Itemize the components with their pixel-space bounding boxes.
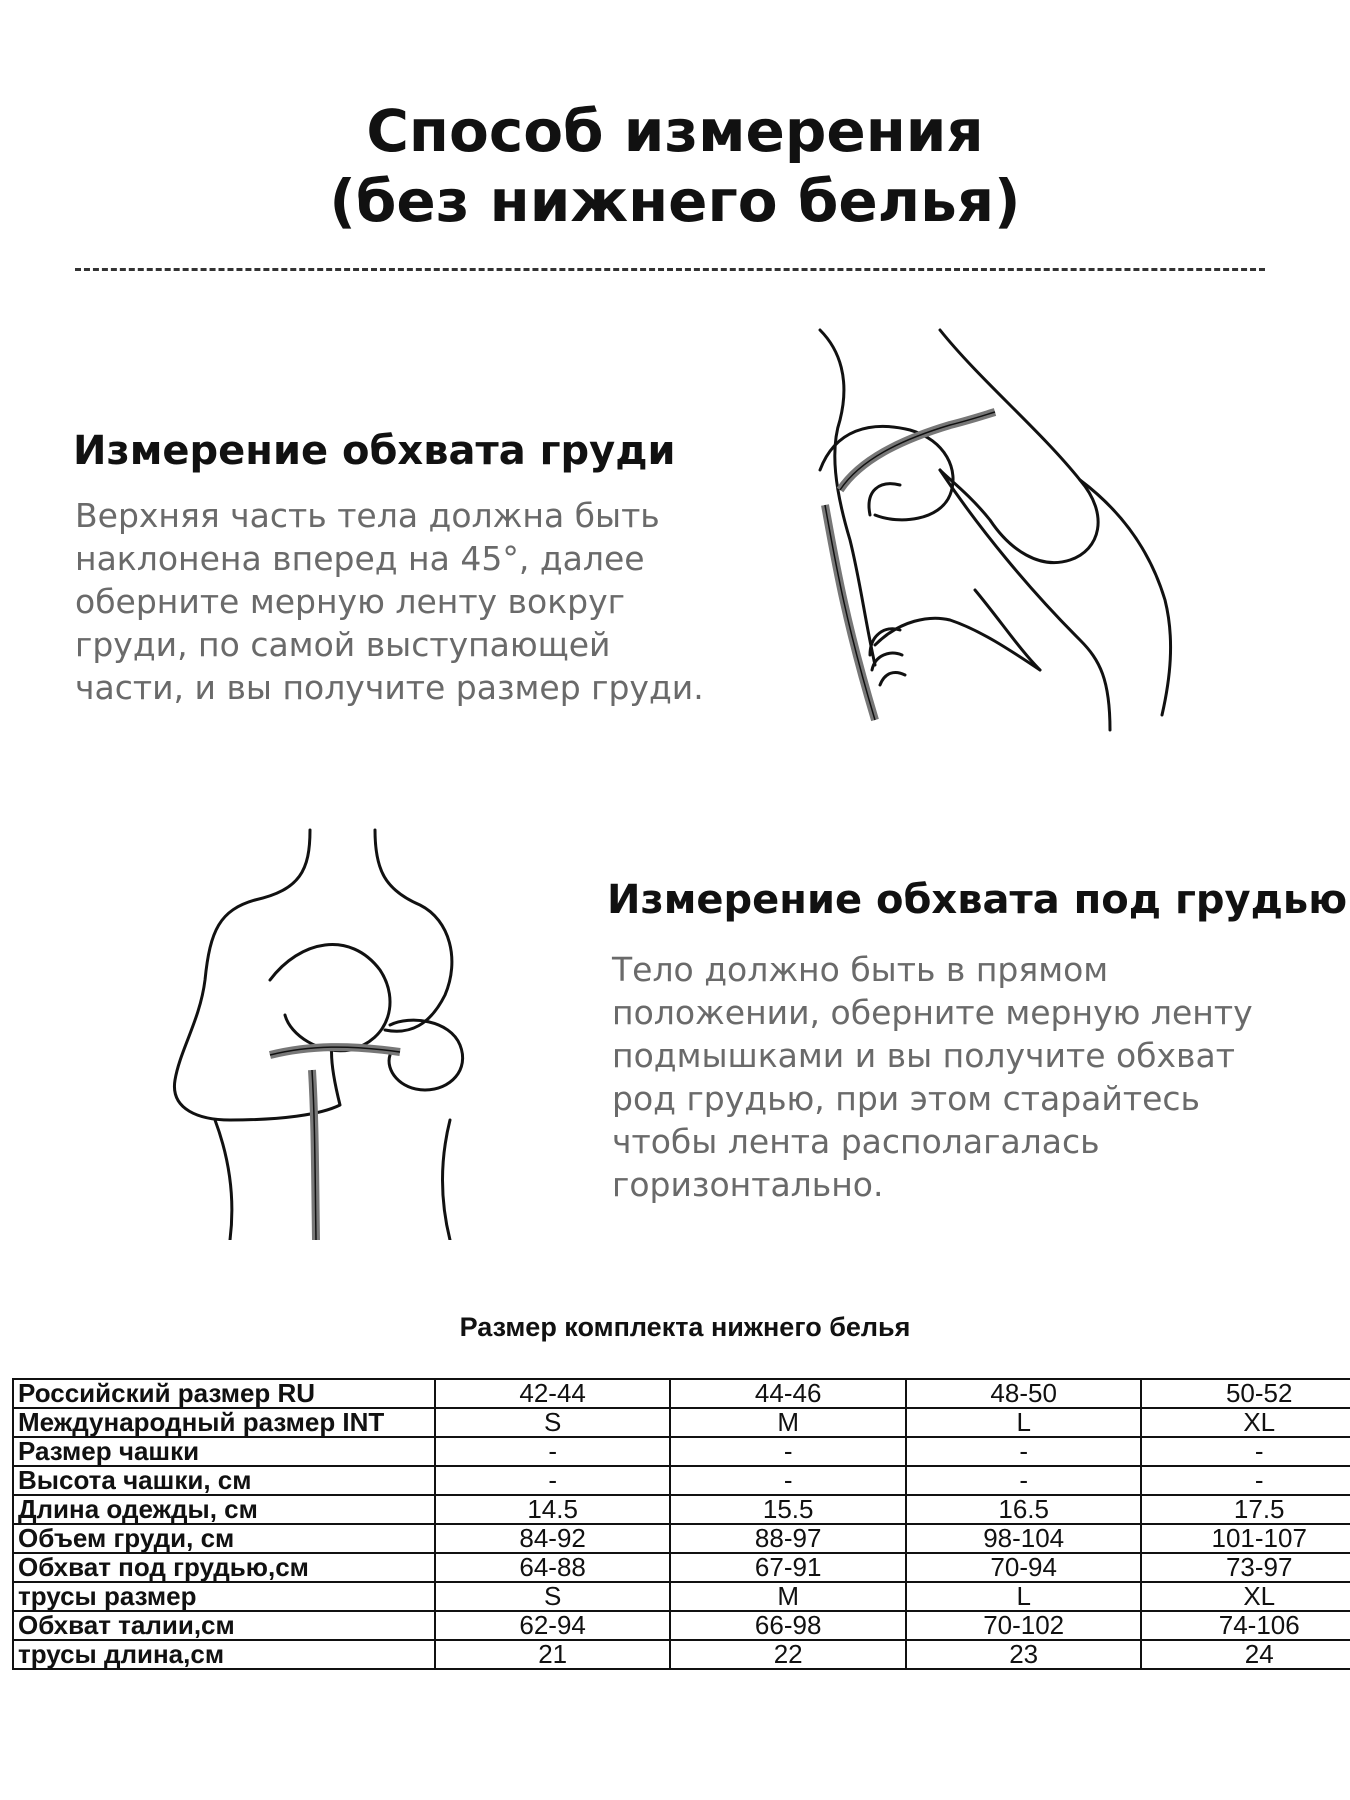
underbust-heading: Измерение обхвата под грудью: [607, 877, 1348, 923]
table-cell: 50-52: [1141, 1379, 1350, 1408]
row-label: Обхват под грудью,см: [13, 1553, 435, 1582]
row-label: Российский размер RU: [13, 1379, 435, 1408]
table-cell: 66-98: [670, 1611, 906, 1640]
table-cell: 44-46: [670, 1379, 906, 1408]
row-label: Размер чашки: [13, 1437, 435, 1466]
table-cell: L: [906, 1408, 1142, 1437]
size-table: [12, 1378, 1350, 1670]
table-cell: 70-94: [906, 1553, 1142, 1582]
table-cell: M: [670, 1408, 906, 1437]
bust-line: наклонена вперед на 45°, далее: [75, 539, 645, 578]
table-cell: 62-94: [435, 1611, 671, 1640]
page-title: Способ измерения: [366, 97, 984, 165]
table-cell: -: [906, 1437, 1142, 1466]
table-row: [13, 1640, 1350, 1669]
table-cell: 70-102: [906, 1611, 1142, 1640]
table-cell: 98-104: [906, 1524, 1142, 1553]
row-label: Объем груди, см: [13, 1524, 435, 1553]
table-row: [13, 1379, 1350, 1408]
bust-line: Верхняя часть тела должна быть: [75, 496, 660, 535]
bust-line: части, и вы получите размер груди.: [75, 668, 704, 707]
table-cell: 17.5: [1141, 1495, 1350, 1524]
underbust-measurement-figure-icon: [160, 820, 540, 1240]
row-label: Международный размер INT: [13, 1408, 435, 1437]
bust-heading: Измерение обхвата груди: [73, 428, 676, 474]
table-row: [13, 1611, 1350, 1640]
table-cell: -: [1141, 1466, 1350, 1495]
table-row: [13, 1553, 1350, 1582]
table-cell: 101-107: [1141, 1524, 1350, 1553]
table-cell: 21: [435, 1640, 671, 1669]
underbust-line: горизонтально.: [612, 1165, 884, 1204]
table-cell: 84-92: [435, 1524, 671, 1553]
size-table-title: Размер комплекта нижнего белья: [459, 1312, 911, 1342]
table-cell: 16.5: [906, 1495, 1142, 1524]
table-cell: -: [906, 1466, 1142, 1495]
table-cell: M: [670, 1582, 906, 1611]
underbust-line: подмышками и вы получите обхват: [612, 1036, 1235, 1075]
bust-line: груди, по самой выступающей: [75, 625, 611, 664]
underbust-line: Тело должно быть в прямом: [612, 950, 1109, 989]
table-row: [13, 1495, 1350, 1524]
table-cell: 48-50: [906, 1379, 1142, 1408]
bust-line: оберните мерную ленту вокруг: [75, 582, 625, 621]
table-cell: 67-91: [670, 1553, 906, 1582]
table-row: [13, 1437, 1350, 1466]
underbust-line: род грудью, при этом старайтесь: [612, 1079, 1200, 1118]
table-row: [13, 1466, 1350, 1495]
table-cell: -: [1141, 1437, 1350, 1466]
row-label: трусы длина,см: [13, 1640, 435, 1669]
row-label: трусы размер: [13, 1582, 435, 1611]
table-cell: 42-44: [435, 1379, 671, 1408]
dashed-divider: [75, 268, 1265, 271]
underbust-line: положении, оберните мерную ленту: [612, 993, 1253, 1032]
table-cell: -: [670, 1466, 906, 1495]
table-cell: -: [435, 1466, 671, 1495]
table-cell: 64-88: [435, 1553, 671, 1582]
table-cell: XL: [1141, 1582, 1350, 1611]
table-cell: 14.5: [435, 1495, 671, 1524]
table-cell: 88-97: [670, 1524, 906, 1553]
bust-instructions: [75, 494, 704, 709]
page-subtitle: (без нижнего белья): [329, 167, 1021, 235]
table-cell: 73-97: [1141, 1553, 1350, 1582]
table-cell: 23: [906, 1640, 1142, 1669]
table-cell: L: [906, 1582, 1142, 1611]
table-cell: -: [670, 1437, 906, 1466]
table-cell: 74-106: [1141, 1611, 1350, 1640]
table-cell: S: [435, 1582, 671, 1611]
table-row: [13, 1582, 1350, 1611]
table-row: [13, 1524, 1350, 1553]
table-cell: 24: [1141, 1640, 1350, 1669]
row-label: Обхват талии,см: [13, 1611, 435, 1640]
table-cell: 22: [670, 1640, 906, 1669]
row-label: Высота чашки, см: [13, 1466, 435, 1495]
table-cell: 15.5: [670, 1495, 906, 1524]
table-row: [13, 1408, 1350, 1437]
underbust-instructions: [612, 948, 1253, 1206]
table-cell: -: [435, 1437, 671, 1466]
bust-measurement-figure-icon: [780, 320, 1200, 740]
row-label: Длина одежды, см: [13, 1495, 435, 1524]
table-cell: XL: [1141, 1408, 1350, 1437]
underbust-line: чтобы лента располагалась: [612, 1122, 1100, 1161]
table-cell: S: [435, 1408, 671, 1437]
